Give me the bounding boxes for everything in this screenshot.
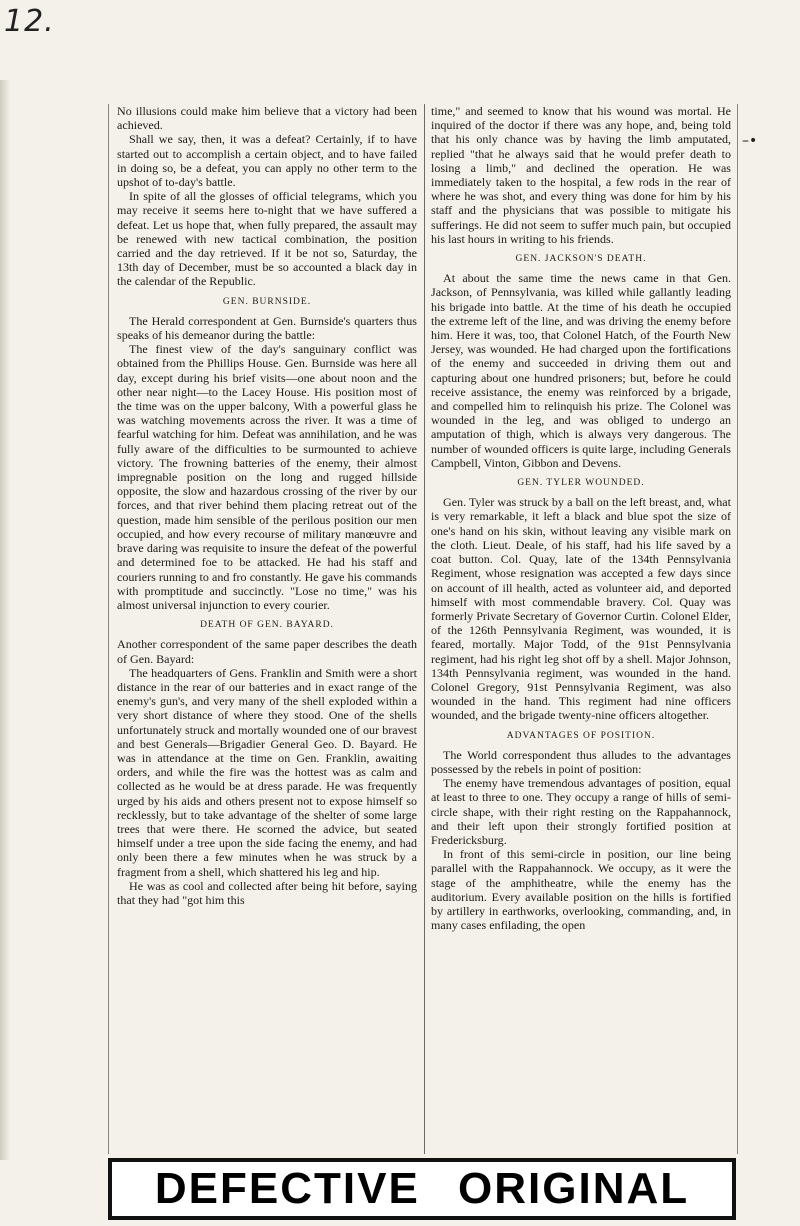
paragraph: Another correspondent of the same paper describes the death of Gen. Bayard: <box>117 637 417 666</box>
paragraph: No illusions could make him believe that a victory had been achieved. <box>117 104 417 133</box>
left-column <box>117 104 417 1154</box>
section-heading-burnside: GEN. BURNSIDE. <box>222 296 312 307</box>
paragraph: The enemy have tremendous advantages of position, equal at least to three to one. They occupy a range of hills of semi-circle shape, with their right resting on the Rappahannock, and their left upon their strongly fortified position at Fredericksburg. <box>431 776 731 847</box>
section-heading-jackson: GEN. JACKSON'S DEATH. <box>515 254 647 265</box>
paragraph: time," and seemed to know that his wound was mortal. He inquired of the doctor if there was any hope, and, being told that his only chance was by having the limb amputated, replied "that he always said that he would prefer death to losing a limb," and declined the operation. He was immediately taken to the hospital, a few rods in the rear of where he was shot, and every thing was done for him by his staff and the physicians that was possible to mitigate his sufferings. He did not seem to suffer much pain, but occupied his last hours in writing to his friends. <box>431 104 731 246</box>
section-heading-tyler: GEN. TYLER WOUNDED. <box>517 478 645 489</box>
paragraph: In spite of all the glosses of official telegrams, which you may receive it seems here to-night that we have suffered a defeat. Let us hope that, when fully prepared, the assault may be renewed with new tactical combination, the position carried and the day retrieved. If it be not so, Saturday, the 13th day of December, must be so accounted a black day in the calendar of the Republic. <box>117 189 417 289</box>
scan-edge-shadow <box>0 80 10 1160</box>
paragraph: He was as cool and collected after being hit before, saying that they had "got him this <box>117 878 417 907</box>
section-heading-bayard: DEATH OF GEN. BAYARD. <box>200 620 334 631</box>
paragraph: In front of this semi-circle in position, our line being parallel with the Rappahannock. We occupy, as it were the stage of the amphitheatre, while the enemy has the auditorium. Every available position on the hills is fortified by artillery in earthworks, overlooking, commanding, and, in many cases enfilading, the open <box>431 847 731 933</box>
paragraph: The finest view of the day's sanguinary conflict was obtained from the Phillips House. Gen. Burnside was here all day, except during his brief visits—one about noon and the other near night—to the Lacey House. His position most of the time was on the upper balcony, With a powerful glass he was watching movements across the river. It was a time of fearful watching for him. Defeat was annihilation, and he was fully aware of the difficulties to be surmounted to achieve victory. The frowning batteries of the enemy, their almost impregnable position on the long and rugged hillside opposite, the slow and hazardous crossing of the river by our forces, and that river behind them placing retreat out of the question, made him sensible of the perilous position our men occupied, and how every recourse of military manœuvre and brave daring was requisite to insure the defeat of the powerful and determined foe to be attacked. He had his staff and couriers running to and fro constantly. He gave his commands with promptitude and succinctly. "Lose no time," was his almost universal injunction to every courier. <box>117 342 417 612</box>
paragraph: The headquarters of Gens. Franklin and Smith were a short distance in the rear of our batteries and in exact range of the enemy's gun's, and very many of the shell exploded within a very short distance of where they stood. One of the shells unfortunately struck and mortally wounded one of our bravest and best Generals—Brigadier General Geo. D. Bayard. He was in attendance at the time on Gen. Franklin, awaiting orders, and while the fire was the hottest was as calm and collected as he would be at dress parade. He was frequently urged by his aids and others present not to expose himself so recklessly, but to take advantage of the shelter of some large trees that were there. He scorned the advice, but seated himself under a tree upon the side facing the enemy, and had only been there a few minutes when he was struck by a fragment from a shell, which shattered his leg and hip. <box>117 665 417 879</box>
newspaper-clipping <box>108 104 738 1154</box>
paragraph: The World correspondent thus alludes to the advantages possessed by the rebels in point of position: <box>431 747 731 776</box>
right-column <box>431 104 731 1154</box>
banner-text: DEFECTIVE ORIGINAL <box>154 1164 690 1213</box>
paragraph: Gen. Tyler was struck by a ball on the left breast, and, what is very remarkable, it left a black and blue spot the size of one's hand on his skin, without leaving any visible mark on the cloth. Lieut. Deale, of his staff, had his life saved by a coat button. Col. Quay, late of the 134th Pennsylvania Regiment, whose resignation was accepted a few days since on account of ill health, acted as volunteer aid, and deported himself with most commendable bravery. Col. Quay was formerly Private Secretary of Governor Curtin. Colonel Elder, of the 126th Pennsylvania Regiment, was wounded, it is feared, mortally. Major Todd, of the 91st Pennsylvania regiment, had his right leg shot off by a shell. Major Johnson, 134th Pennsylvania regiment, was wounded in the hand. Colonel Gregory, 91st Pennsylvania Regiment, was also wounded in the hand. This regiment had nine officers wounded, and the brigade twenty-nine officers altogether. <box>431 495 731 723</box>
margin-arrow-mark: –• <box>742 133 758 149</box>
section-heading-position: ADVANTAGES OF POSITION. <box>506 730 656 741</box>
paragraph: The Herald correspondent at Gen. Burnside's quarters thus speaks of his demeanor during the battle: <box>117 313 417 343</box>
page-number: 12. <box>4 4 55 39</box>
paragraph: At about the same time the news came in that Gen. Jackson, of Pennsylvania, was killed while gallantly leading his brigade into battle. At the time of his death he occupied the extreme left of the line, and was driving the enemy before him. Here it was, too, that Colonel Hatch, of the Fourth New Jersey, was wounded. He had charged upon the fortifications of the enemy and succeeded in driving them out and capturing about one hundred prisoners; but, before he could receive assistance, the enemy was reinforced by a brigade, and compelled him to relinquish his prize. The Colonel was wounded in the leg, and was obliged to undergo an amputation of thigh, which is always very dangerous. The number of wounded officers is quite large, including Generals Campbell, Vinton, Gibbon and Devens. <box>431 271 731 470</box>
column-divider <box>424 104 425 1154</box>
defective-original-banner <box>108 1158 736 1220</box>
paragraph: Shall we say, then, it was a defeat? Certainly, if to have started out to accomplish a certain object, and to have failed in doing so, be a defeat, you can apply no other term to the upshot of to-day's battle. <box>117 132 417 190</box>
